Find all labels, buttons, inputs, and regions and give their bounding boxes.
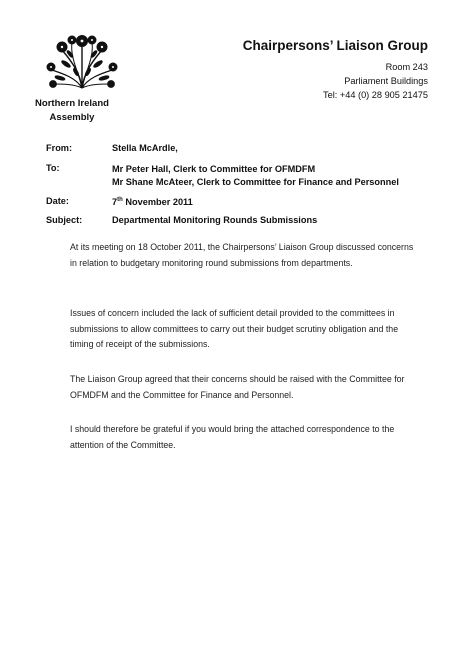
address-building: Parliament Buildings [344, 76, 428, 86]
to-recipient-2: Mr Shane McAteer, Clerk to Committee for Finance and Personnel [112, 177, 399, 187]
org-name-line-2: Assembly [49, 112, 95, 123]
body-paragraph-4 [70, 422, 418, 453]
subject-value: Departmental Monitoring Rounds Submissions [112, 215, 318, 225]
to-label: To: [46, 163, 60, 173]
date-month-year: November 2011 [122, 197, 193, 207]
from-label: From: [46, 143, 73, 153]
to-recipient-1: Mr Peter Hall, Clerk to Committee for OFMDFM [112, 164, 316, 174]
date-day: 7 [112, 197, 118, 207]
subject-label: Subject: [46, 215, 83, 225]
paragraph-text: Issues of concern included the lack of sufficient detail provided to the committees in submissions to allow committees to carry out their budget scrutiny obligation and the timing of receipt of the submissions. [70, 308, 399, 349]
body-paragraph-2 [70, 306, 418, 353]
flax-flower-emblem-icon [44, 34, 120, 92]
paragraph-text: The Liaison Group agreed that their concerns should be raised with the Committee for OFMDFM and the Committee for Finance and Personnel. [70, 374, 405, 400]
date-value [112, 196, 193, 209]
address-room: Room 243 [385, 62, 428, 72]
body-paragraph-1 [70, 240, 418, 271]
address-block [323, 60, 428, 102]
date-label: Date: [46, 196, 69, 206]
organisation-name [22, 97, 122, 125]
to-values [112, 163, 399, 189]
org-name-line-1: Northern Ireland [35, 98, 109, 109]
address-telephone: Tel: +44 (0) 28 905 21475 [323, 90, 428, 100]
body-paragraph-3 [70, 372, 418, 403]
group-title: Chairpersons’ Liaison Group [242, 38, 428, 53]
paragraph-text: I should therefore be grateful if you would bring the attached correspondence to the attention of the Committee. [70, 424, 395, 450]
paragraph-text: At its meeting on 18 October 2011, the Chairpersons’ Liaison Group discussed concerns in relation to budgetary monitoring round submissions from departments. [70, 242, 414, 268]
from-value: Stella McArdle, [112, 143, 178, 153]
date-suffix: th [117, 196, 123, 203]
